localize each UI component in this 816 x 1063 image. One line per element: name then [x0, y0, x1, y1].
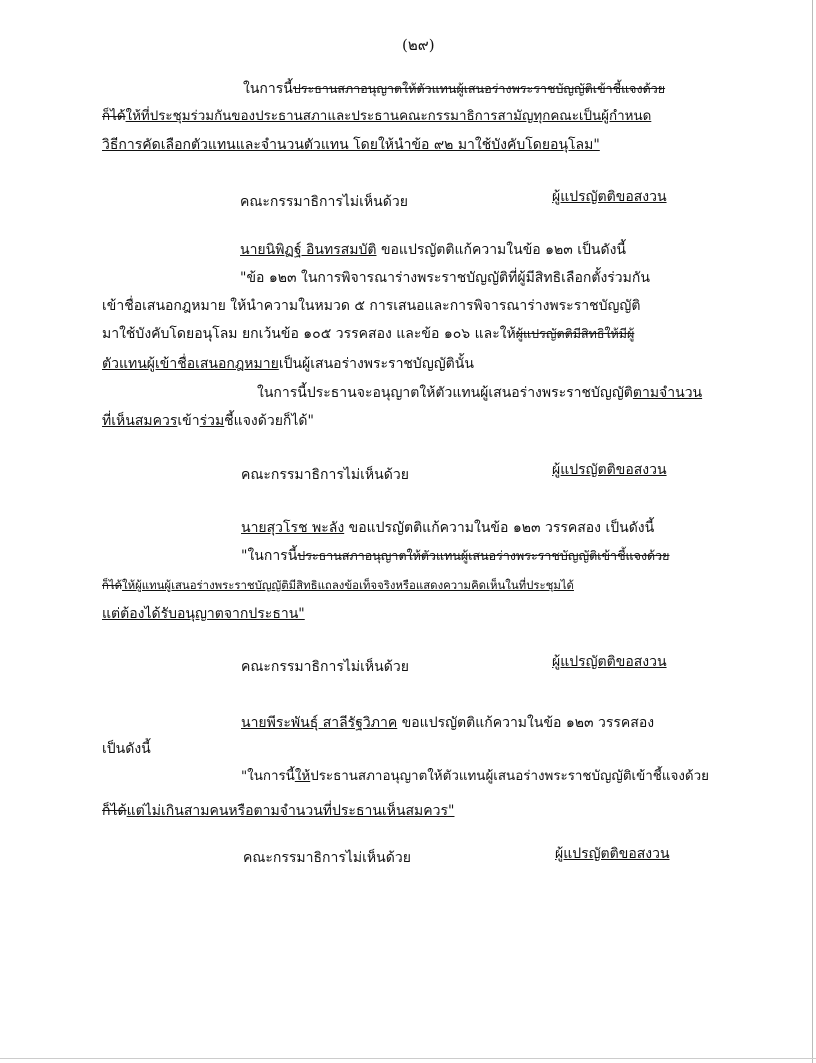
paragraph-line: [102, 325, 634, 343]
amendment-intro: ขอแปรญัตติแก้ความในข้อ ๑๒๓ เป็นดังนี้: [376, 242, 626, 258]
struck-text: ประธานสภาอนุญาตให้ตัวแทนผู้เสนอร่างพระราชบัญญัติเข้าชี้แจงด้วย: [297, 548, 670, 563]
text-run: ในการนี้ประธานจะอนุญาตให้ตัวแทนผู้เสนอร่างพระราชบัญญัติ: [257, 385, 633, 401]
underlined-text: ตัวแทนผู้เข้าชื่อเสนอกฎหมาย: [102, 356, 279, 372]
paragraph-line: "ข้อ ๑๒๓ ในการพิจารณาร่างพระราชบัญญัติที่ผู้มีสิทธิเลือกตั้งร่วมกัน: [240, 270, 650, 286]
member-name: นายนิพิฏฐ์ อินทรสมบัติ: [240, 242, 377, 258]
paragraph-line: [102, 576, 574, 594]
paragraph-line: [241, 768, 709, 786]
text-run: ประธานสภาอนุญาตให้ตัวแทนผู้เสนอร่างพระราชบัญญัติเข้าชี้แจงด้วย: [310, 769, 709, 784]
committee-decision: คณะกรรมาธิการไม่เห็นด้วย: [241, 467, 409, 483]
paragraph-line: [102, 355, 474, 373]
underlined-text: ให้ผู้แทนผู้เสนอร่างพระราชบัญญัติมีสิทธิแถลงข้อเท็จจริงหรือแสดงความคิดเห็นในที่ประชุมได้: [122, 578, 574, 592]
amendment-heading: [241, 714, 654, 732]
text-run: "ในการนี้: [241, 769, 295, 784]
paragraph-line: [243, 80, 665, 98]
text-run: ในการนี้: [243, 81, 293, 97]
amendment-heading: [241, 519, 654, 537]
paragraph-line: เป็นดังนี้: [102, 741, 151, 757]
committee-decision: คณะกรรมาธิการไม่เห็นด้วย: [240, 194, 408, 210]
struck-text: ก็ได้: [102, 803, 127, 819]
struck-text: ประธานสภาอนุญาตให้ตัวแทนผู้เสนอร่างพระราชบัญญัติเข้าชี้แจงด้วย: [292, 81, 666, 96]
member-name: นายสุวโรช พะลัง: [241, 520, 345, 536]
text-run: ชี้แจงด้วยก็ได้": [224, 413, 314, 429]
text-run: มาใช้บังคับโดยอนุโลม ยกเว้นข้อ ๑๐๕ วรรคสอง และข้อ ๑๐๖ และให้: [102, 326, 516, 342]
paragraph-line: [241, 547, 670, 565]
scan-edge-bottom: [0, 1058, 816, 1059]
underlined-text: ให้ที่ประชุมร่วมกันของประธานสภาและประธานคณะกรรมาธิการสามัญทุกคณะเป็นผู้กำหนด: [125, 109, 652, 124]
amender-reservation: ผู้แปรญัตติขอสงวน: [552, 189, 667, 205]
paragraph-line: เข้าชื่อเสนอกฎหมาย ให้นำความในหมวด ๕ การเสนอและการพิจารณาร่างพระราชบัญญัติ: [102, 298, 641, 314]
underlined-text: ที่เห็นสมควร: [102, 413, 178, 429]
text-run: เป็นผู้เสนอร่างพระราชบัญญัตินั้น: [278, 356, 474, 372]
amendment-intro: ขอแปรญัตติแก้ความในข้อ ๑๒๓ วรรคสอง: [397, 715, 655, 731]
amender-reservation: ผู้แปรญัตติขอสงวน: [552, 462, 667, 478]
paragraph-line: แต่ต้องได้รับอนุญาตจากประธาน": [102, 606, 305, 622]
amendment-intro: ขอแปรญัตติแก้ความในข้อ ๑๒๓ วรรคสอง เป็นดังนี้: [344, 520, 655, 536]
member-name: นายพีระพันธุ์ สาลีรัฐวิภาค: [241, 715, 398, 731]
scan-edge-right: [812, 0, 813, 1063]
struck-text: ก็ได้: [102, 109, 126, 124]
amendment-heading: [240, 241, 626, 259]
text-run: "ในการนี้: [241, 548, 298, 564]
underlined-text: แต่ไม่เกินสามคนหรือตามจำนวนที่ประธานเห็นสมควร": [126, 803, 455, 819]
committee-decision: คณะกรรมาธิการไม่เห็นด้วย: [241, 659, 409, 675]
struck-text: ก็ได้: [102, 578, 123, 592]
paragraph-line: [257, 384, 702, 402]
text-run: เข้า: [177, 413, 200, 429]
paragraph-line: [102, 802, 454, 820]
paragraph-line: วิธีการคัดเลือกตัวแทนและจำนวนตัวแทน โดยให้นำข้อ ๙๒ มาใช้บังคับโดยอนุโลม": [102, 137, 600, 153]
paragraph-line: [102, 412, 314, 430]
amender-reservation: ผู้แปรญัตติขอสงวน: [555, 846, 670, 862]
underlined-text: ร่วม: [199, 413, 225, 429]
amender-reservation: ผู้แปรญัตติขอสงวน: [552, 654, 667, 670]
paragraph-line: [102, 108, 651, 126]
underlined-text: ให้: [294, 769, 311, 784]
page-number: (๒๙): [402, 36, 435, 54]
struck-text: ผู้แปรญัตติมีสิทธิให้มีผู้: [515, 326, 635, 341]
underlined-text: ตามจำนวน: [632, 385, 703, 401]
committee-decision: คณะกรรมาธิการไม่เห็นด้วย: [243, 850, 411, 866]
